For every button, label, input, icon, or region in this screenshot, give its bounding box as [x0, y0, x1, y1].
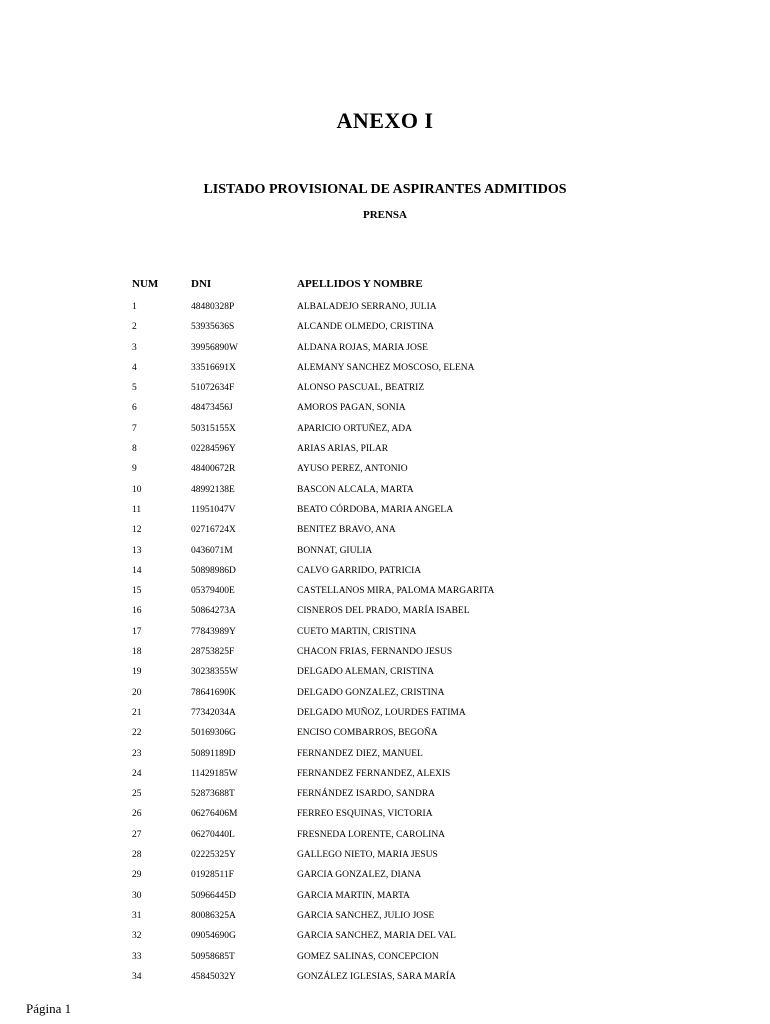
row-name: ALBALADEJO SERRANO, JULIA [297, 302, 437, 312]
table-row [0, 564, 770, 584]
row-dni: 39956890W [191, 342, 238, 353]
row-name: BEATO CÓRDOBA, MARIA ANGELA [297, 504, 454, 515]
row-num: 11 [132, 504, 142, 515]
row-dni: 50891189D [191, 748, 236, 759]
row-num: 16 [132, 606, 142, 617]
row-name: AMOROS PAGAN, SONIA [297, 403, 406, 414]
row-name: GONZÁLEZ IGLESIAS, SARA MARÍA [297, 971, 456, 982]
row-name: GARCIA SANCHEZ, MARIA DEL VAL [297, 931, 456, 942]
table-row [0, 686, 770, 706]
row-dni: 80086325A [191, 910, 236, 921]
row-num: 23 [132, 748, 142, 759]
table-row [0, 970, 770, 990]
row-dni: 11951047V [191, 504, 236, 515]
document-subtitle: LISTADO PROVISIONAL DE ASPIRANTES ADMITIDOS [203, 182, 567, 197]
row-num: 10 [132, 484, 142, 495]
table-row [0, 544, 770, 564]
table-row [0, 361, 770, 381]
table-row [0, 503, 770, 523]
row-dni: 05379400E [191, 586, 235, 597]
header-dni: DNI [191, 278, 212, 290]
table-row [0, 848, 770, 868]
table-row [0, 929, 770, 949]
row-dni: 48992138E [191, 484, 235, 495]
table-row [0, 442, 770, 462]
row-num: 5 [132, 383, 137, 394]
table-row [0, 828, 770, 848]
row-num: 13 [132, 545, 142, 556]
row-dni: 50966445D [191, 890, 236, 901]
row-num: 6 [132, 403, 137, 414]
table-row [0, 584, 770, 604]
row-name: CHACON FRIAS, FERNANDO JESUS [297, 647, 453, 658]
row-dni: 06270440L [191, 829, 235, 840]
row-dni: 50898986D [191, 565, 236, 576]
row-name: FERNÁNDEZ ISARDO, SANDRA [297, 789, 436, 800]
row-dni: 48480328P [191, 302, 235, 312]
document-title: ANEXO I [336, 108, 434, 133]
row-num: 18 [132, 647, 142, 658]
row-num: 33 [132, 951, 142, 962]
row-dni: 50315155X [191, 423, 236, 434]
row-name: CISNEROS DEL PRADO, MARÍA ISABEL [297, 606, 470, 617]
row-dni: 48473456J [191, 403, 233, 414]
row-num: 24 [132, 768, 142, 779]
row-dni: 50169306G [191, 728, 236, 739]
row-name: ENCISO COMBARROS, BEGOÑA [297, 728, 438, 739]
row-num: 9 [132, 464, 137, 475]
row-num: 26 [132, 809, 142, 820]
table-row [0, 523, 770, 543]
table-row [0, 604, 770, 624]
row-num: 34 [132, 971, 142, 982]
row-name: AYUSO PEREZ, ANTONIO [297, 464, 408, 475]
row-num: 32 [132, 931, 142, 942]
table-row [0, 747, 770, 767]
row-num: 27 [132, 829, 142, 840]
table-row [0, 807, 770, 827]
table-row [0, 422, 770, 442]
row-name: BENITEZ BRAVO, ANA [297, 525, 396, 536]
row-dni: 78641690K [191, 687, 236, 698]
row-name: FERNANDEZ DIEZ, MANUEL [297, 748, 423, 759]
table-row [0, 483, 770, 503]
row-num: 20 [132, 687, 142, 698]
table-row [0, 767, 770, 787]
table-row [0, 706, 770, 726]
row-name: BASCON ALCALA, MARTA [297, 484, 414, 495]
table-row [0, 665, 770, 685]
row-name: GARCIA MARTIN, MARTA [297, 890, 410, 901]
row-dni: 30238355W [191, 667, 238, 678]
row-name: FERREO ESQUINAS, VICTORIA [297, 809, 433, 820]
row-dni: 48400672R [191, 464, 236, 475]
table-row [0, 726, 770, 746]
row-num: 31 [132, 910, 142, 921]
row-num: 4 [132, 362, 137, 373]
row-name: GALLEGO NIETO, MARIA JESUS [297, 850, 438, 861]
table-header [0, 278, 770, 294]
row-name: GOMEZ SALINAS, CONCEPCION [297, 951, 439, 962]
row-dni: 51072634F [191, 383, 235, 394]
row-num: 17 [132, 626, 142, 637]
row-num: 14 [132, 565, 142, 576]
row-name: FRESNEDA LORENTE, CAROLINA [297, 829, 446, 840]
row-dni: 09054690G [191, 931, 236, 942]
row-name: DELGADO MUÑOZ, LOURDES FATIMA [297, 707, 466, 718]
table-row [0, 889, 770, 909]
row-dni: 02225325Y [191, 850, 236, 861]
row-num: 30 [132, 890, 142, 901]
row-name: CALVO GARRIDO, PATRICIA [297, 565, 422, 576]
row-name: FERNANDEZ FERNANDEZ, ALEXIS [297, 768, 451, 779]
row-num: 22 [132, 728, 142, 739]
header-name: APELLIDOS Y NOMBRE [297, 278, 423, 290]
table-row [0, 341, 770, 361]
row-name: DELGADO ALEMAN, CRISTINA [297, 667, 434, 678]
table-row [0, 950, 770, 970]
row-name: DELGADO GONZALEZ, CRISTINA [297, 687, 445, 698]
table-row [0, 868, 770, 888]
row-dni: 02284596Y [191, 444, 236, 455]
row-name: ALONSO PASCUAL, BEATRIZ [297, 383, 425, 394]
row-dni: 02716724X [191, 525, 236, 536]
row-name: GARCIA SANCHEZ, JULIO JOSE [297, 910, 435, 921]
row-num: 2 [132, 322, 137, 333]
row-num: 12 [132, 525, 142, 536]
row-dni: 11429185W [191, 768, 238, 779]
row-name: CUETO MARTIN, CRISTINA [297, 626, 417, 637]
row-num: 19 [132, 667, 142, 678]
row-dni: 50958685T [191, 951, 235, 962]
table-row [0, 787, 770, 807]
table-row [0, 909, 770, 929]
document-category: PRENSA [362, 209, 407, 221]
row-dni: 50864273A [191, 606, 236, 617]
table-row [0, 381, 770, 401]
row-num: 25 [132, 789, 142, 800]
table-row [0, 300, 770, 320]
row-name: CASTELLANOS MIRA, PALOMA MARGARITA [297, 586, 495, 597]
table-row [0, 645, 770, 665]
table-row [0, 462, 770, 482]
row-dni: 33516691X [191, 362, 236, 373]
row-num: 15 [132, 586, 142, 597]
row-num: 29 [132, 870, 142, 881]
row-dni: 06276406M [191, 809, 238, 820]
row-name: ALDANA ROJAS, MARIA JOSE [297, 342, 428, 353]
page-number: Página 1 [26, 1001, 72, 1016]
table-row [0, 401, 770, 421]
row-num: 21 [132, 707, 142, 718]
row-num: 3 [132, 342, 137, 353]
row-name: ARIAS ARIAS, PILAR [297, 444, 389, 455]
row-dni: 45845032Y [191, 971, 236, 982]
table-row [0, 320, 770, 340]
row-name: GARCIA GONZALEZ, DIANA [297, 870, 422, 881]
row-dni: 01928511F [191, 870, 234, 881]
row-dni: 53935636S [191, 322, 235, 333]
applicants-list [0, 300, 770, 990]
row-dni: 0436071M [191, 545, 233, 556]
row-name: ALEMANY SANCHEZ MOSCOSO, ELENA [297, 362, 475, 373]
row-num: 8 [132, 444, 137, 455]
row-dni: 28753825F [191, 647, 235, 658]
row-name: ALCANDE OLMEDO, CRISTINA [297, 322, 434, 333]
row-dni: 52873688T [191, 789, 235, 800]
table-row [0, 625, 770, 645]
row-dni: 77342034A [191, 707, 236, 718]
row-num: 7 [132, 423, 137, 434]
row-num: 1 [132, 302, 137, 312]
row-name: BONNAT, GIULIA [297, 545, 373, 556]
header-num: NUM [132, 278, 159, 290]
row-dni: 77843989Y [191, 626, 236, 637]
row-num: 28 [132, 850, 142, 861]
row-name: APARICIO ORTUÑEZ, ADA [297, 423, 412, 434]
